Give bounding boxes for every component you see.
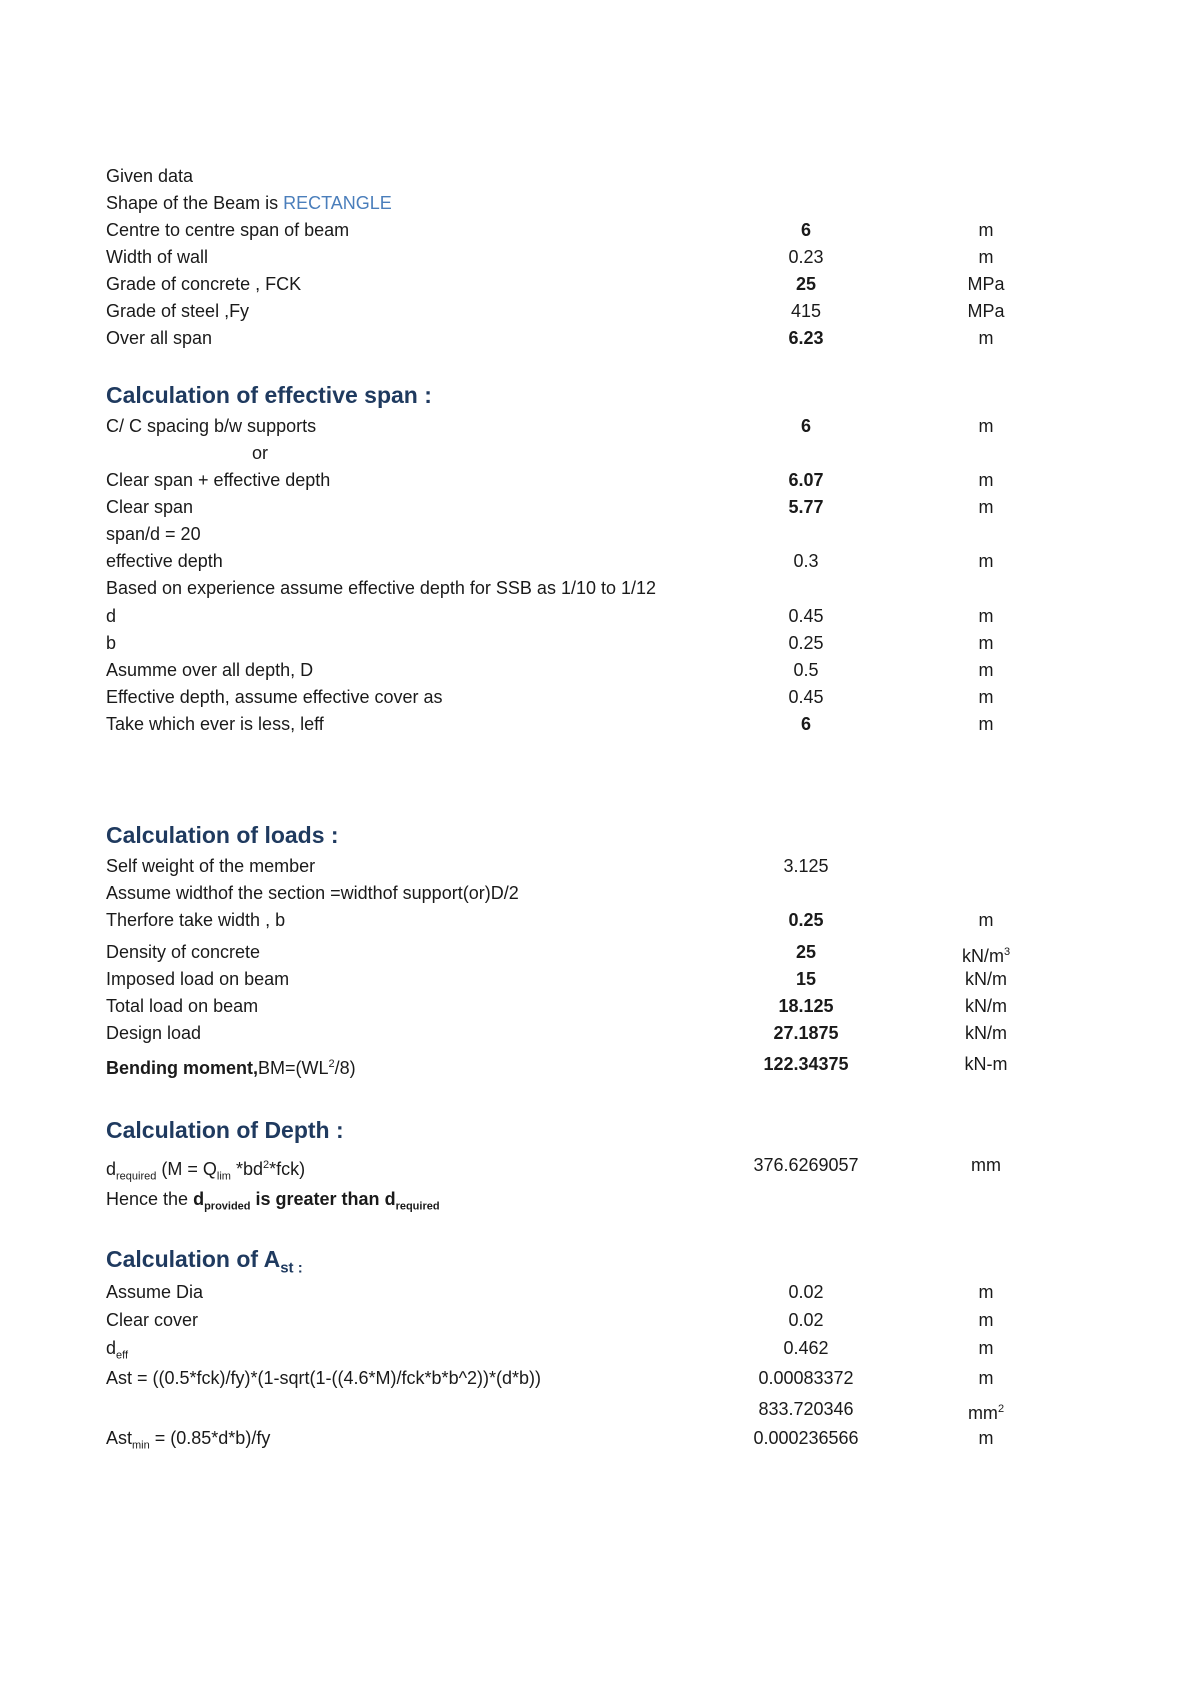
calc-row: b 0.25 m — [106, 633, 994, 653]
loads-heading: Calculation of loads : — [106, 822, 339, 848]
calc-row: Therfore take width , b 0.25 m — [106, 910, 994, 930]
calc-row: Asumme over all depth, D 0.5 m — [106, 660, 994, 680]
ast-min-row: Ast$_{min}$ = (0.85*d*b)/fy 0.000236566 m — [106, 1428, 994, 1452]
calc-row: Total load on beam 18.125 kN/m — [106, 996, 1007, 1016]
calc-row: Design load 27.1875 kN/m — [106, 1023, 1007, 1043]
calc-row: d 0.45 m — [106, 606, 994, 626]
bending-moment-row: Bending $moment,BM=(WL^2/8)$ 122.34375 kN-m — [106, 1054, 1008, 1078]
calc-row: Clear cover 0.02 m — [106, 1310, 994, 1330]
width-note-row: Assume widthof the section =widthof support(or)D/2 — [106, 883, 519, 903]
calc-row: Effective depth, assume effective cover as 0.45 m — [106, 687, 994, 707]
given-row: Over all span 6.23 m — [106, 328, 994, 348]
ast-mm-row: 833.720346 $mm^2$ — [758, 1399, 1005, 1423]
calc-row: Assume Dia 0.02 m — [106, 1282, 994, 1302]
span-ratio-row: span/d = 20 — [106, 524, 201, 544]
calc-row: Clear span + effective depth 6.07 m — [106, 470, 994, 490]
calc-row: C/ C spacing b/w supports 6 m — [106, 416, 994, 436]
given-row: Centre to centre span of beam 6 m — [106, 220, 994, 240]
given-row: Grade of steel ,Fy 415 MPa — [106, 301, 1005, 321]
given-data-title: Given data — [106, 166, 194, 186]
beam-shape-value: RECTANGLE — [283, 193, 392, 213]
depth-conclusion-row: Hence the $d_{provided}$ is greater than $d_{required}$ — [106, 1189, 440, 1213]
ast-heading: Calculation of $A_{st :}$ — [106, 1246, 303, 1277]
calc-row: $d_{eff}$ 0.462 m — [106, 1338, 994, 1362]
effective-span-heading: Calculation of effective span : — [106, 382, 432, 408]
beam-shape-label: Shape of the Beam is RECTANGLE — [106, 193, 392, 213]
ast-formula-row: Ast = ((0.5*fck)/fy)*(1-sqrt(1-((4.6*M)/fck*b*b^2))*(d*b)) 0.00083372 m — [106, 1368, 994, 1388]
depth-heading: Calculation of Depth : — [106, 1117, 344, 1143]
given-row: Grade of concrete , FCK 25 MPa — [106, 274, 1005, 294]
calc-row: Self weight of the member 3.125 — [106, 856, 829, 876]
d-required-row: $d_{required}$ ($M = Q_{lim}$ $*bd^2*fck$) 376.6269057 mm — [106, 1155, 1001, 1183]
assumption-note-row: Based on experience assume effective depth for SSB as 1/10 to 1/12 — [106, 578, 657, 598]
calc-row: Imposed load on beam 15 kN/m — [106, 969, 1007, 989]
calc-row: Density of concrete 25 $kN/m^3$ — [106, 942, 1011, 966]
calc-row: effective depth 0.3 m — [106, 551, 994, 571]
calc-row: Clear span 5.77 m — [106, 497, 994, 517]
calc-row: Take which ever is less, leff 6 m — [106, 714, 994, 734]
beam-shape-row — [106, 190, 1006, 216]
or-row: or — [252, 443, 269, 463]
given-row: Width of wall 0.23 m — [106, 247, 994, 267]
